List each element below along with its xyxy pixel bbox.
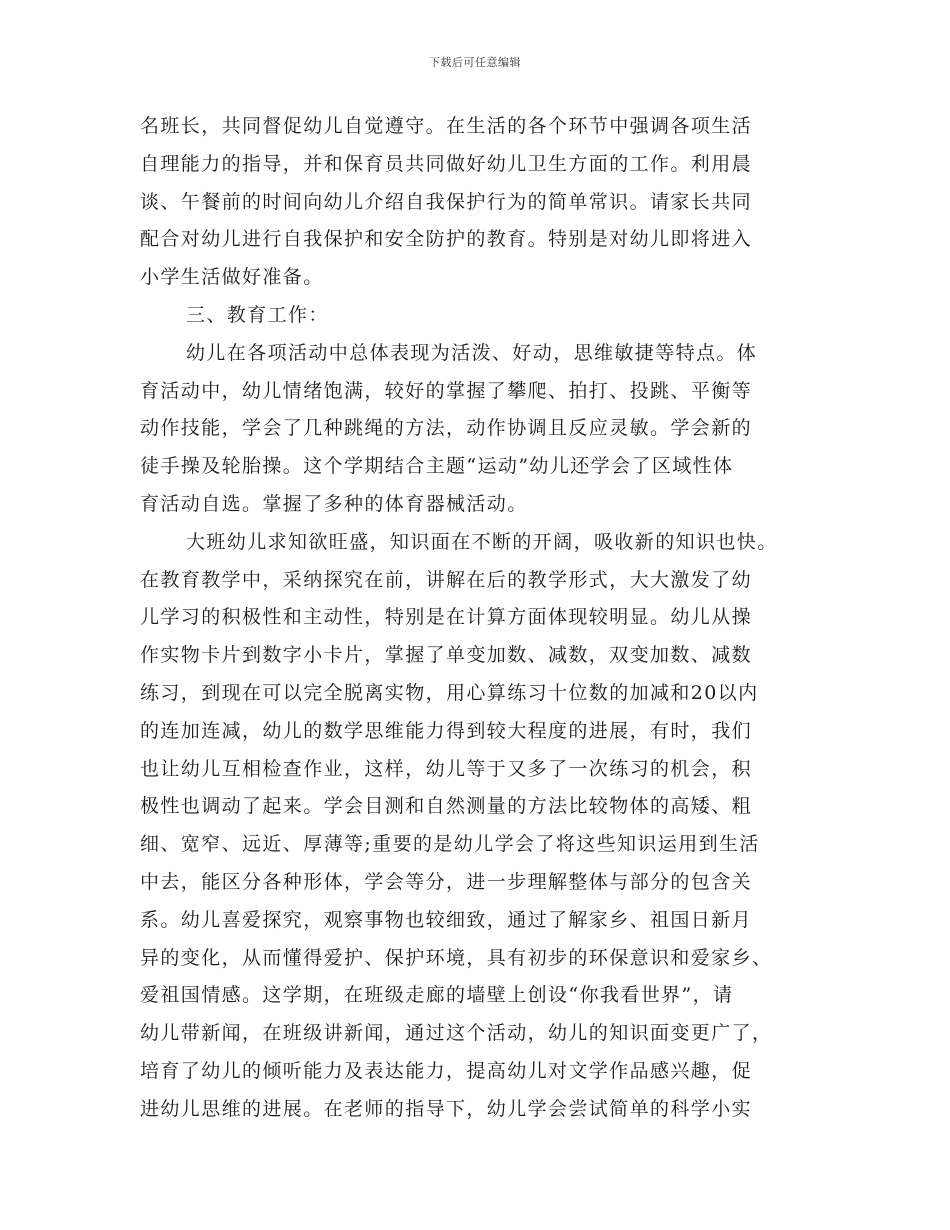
text-line-11: 育活动自选。掌握了多种的体育器械活动。 bbox=[140, 492, 528, 515]
text-line-16: 练习，到现在可以完全脱离实物，用心算练习十位数的加减和20以内 bbox=[140, 681, 759, 704]
text-line-5: 小学生活做好准备。 bbox=[140, 266, 324, 289]
text-line-21: 中去，能区分各种形体，学会等分，进一步理解整体与部分的包含关 bbox=[140, 870, 753, 893]
text-line-25: 幼儿带新闻，在班级讲新闻，通过这个活动，幼儿的知识面变更广了， bbox=[140, 1022, 773, 1045]
text-line-18: 也让幼儿互相检查作业，这样，幼儿等于又多了一次练习的机会，积 bbox=[140, 757, 753, 780]
text-line-24: 爱祖国情感。这学期，在班级走廊的墙壁上创设“你我看世界”，请 bbox=[140, 984, 734, 1007]
text-line-27: 进幼儿思维的进展。在老师的指导下，幼儿学会尝试简单的科学小实 bbox=[140, 1097, 753, 1120]
paragraph-start-1: 幼儿在各项活动中总体表现为活泼、好动，思维敏捷等特点。体 bbox=[186, 341, 758, 364]
text-line-26: 培育了幼儿的倾听能力及表达能力，提高幼儿对文学作品感兴趣，促 bbox=[140, 1059, 753, 1082]
text-line-8: 育活动中，幼儿情绪饱满，较好的掌握了攀爬、拍打、投跳、平衡等 bbox=[140, 379, 753, 402]
text-line-20: 细、宽窄、远近、厚薄等;重要的是幼儿学会了将这些知识运用到生活 bbox=[140, 833, 760, 856]
text-line-10: 徒手操及轮胎操。这个学期结合主题“运动”幼儿还学会了区域性体 bbox=[140, 455, 734, 478]
text-line-2: 自理能力的指导，并和保育员共同做好幼儿卫生方面的工作。利用晨 bbox=[140, 152, 753, 175]
text-line-14: 儿学习的积极性和主动性，特别是在计算方面体现较明显。幼儿从操 bbox=[140, 606, 753, 629]
document-body bbox=[140, 108, 812, 1129]
text-line-9: 动作技能，学会了几种跳绳的方法，动作协调且反应灵敏。学会新的 bbox=[140, 417, 753, 440]
text-line-3: 谈、午餐前的时间向幼儿介绍自我保护行为的简单常识。请家长共同 bbox=[140, 190, 753, 213]
text-line-23: 异的变化，从而懂得爱护、保护环境，具有初步的环保意识和爱家乡、 bbox=[140, 946, 773, 969]
paragraph-start-2: 大班幼儿求知欲旺盛，知识面在不断的开阔，吸收新的知识也快。 bbox=[186, 530, 778, 553]
page-header: 下载后可任意编辑 bbox=[429, 56, 521, 69]
text-line-19: 极性也调动了起来。学会目测和自然测量的方法比较物体的高矮、粗 bbox=[140, 795, 753, 818]
text-line-13: 在教育教学中，采纳探究在前，讲解在后的教学形式，大大激发了幼 bbox=[140, 568, 753, 591]
text-line-22: 系。幼儿喜爱探究，观察事物也较细致，通过了解家乡、祖国日新月 bbox=[140, 908, 753, 931]
text-line-17: 的连加连减，幼儿的数学思维能力得到较大程度的进展，有时，我们 bbox=[140, 719, 753, 742]
section-heading: 三、教育工作： bbox=[186, 303, 329, 326]
text-line-1: 名班长，共同督促幼儿自觉遵守。在生活的各个环节中强调各项生活 bbox=[140, 115, 753, 137]
text-line-15: 作实物卡片到数字小卡片，掌握了单变加数、减数，双变加数、减数 bbox=[140, 644, 753, 667]
text-line-4: 配合对幼儿进行自我保护和安全防护的教育。特别是对幼儿即将进入 bbox=[140, 228, 753, 251]
